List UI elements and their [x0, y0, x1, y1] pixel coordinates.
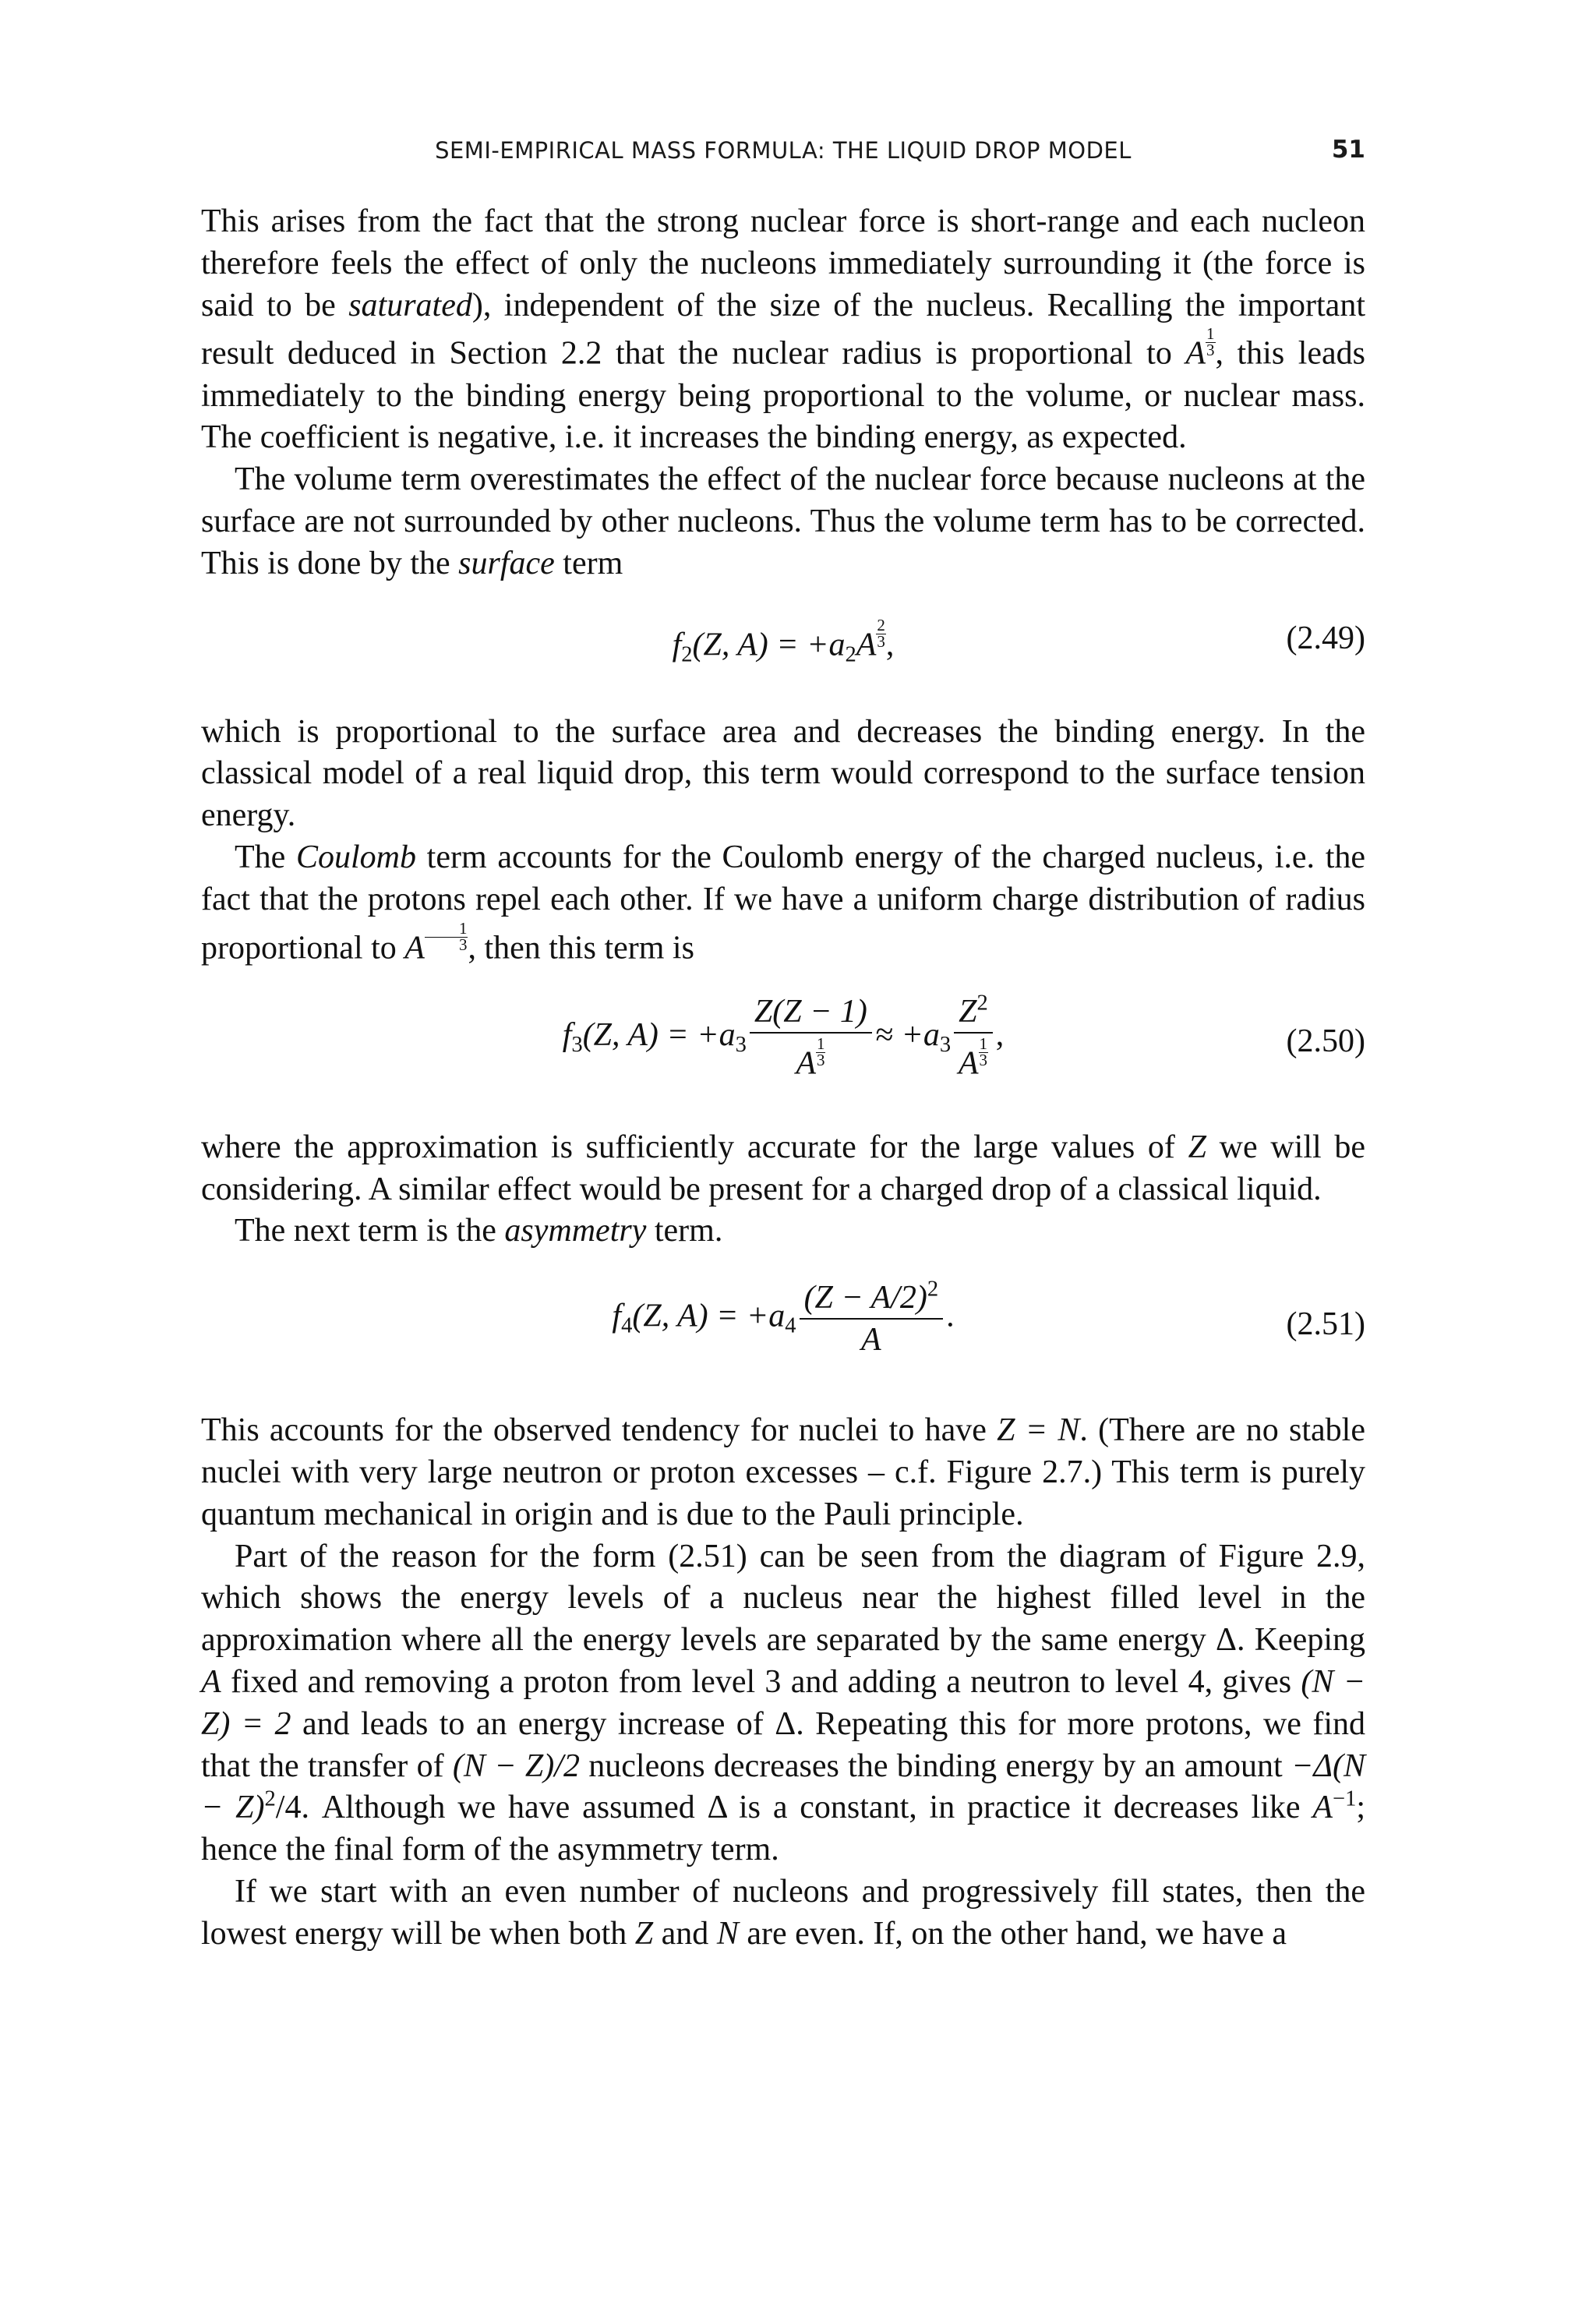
running-header — [201, 137, 1365, 168]
eq-args: (Z, A) = +a — [692, 627, 846, 663]
eq-sub: 2 — [681, 642, 693, 667]
math-var: N — [716, 1915, 739, 1952]
exp-den: 3 — [979, 1050, 987, 1069]
math-expr: (N − Z) = 2 — [201, 1664, 1365, 1742]
text-run: The next term is the — [235, 1213, 505, 1249]
equation-2-50 — [201, 981, 1365, 1097]
math-var: A — [796, 1045, 816, 1082]
fraction-coulomb-approx — [954, 991, 993, 1082]
text-run: are even. If, on the other hand, we have a — [738, 1915, 1287, 1952]
frac-num: Z(Z − 1) — [750, 995, 872, 1034]
eq-sub: 3 — [735, 1032, 747, 1057]
emphasis-surface: surface — [458, 545, 555, 581]
math-var: A — [856, 627, 877, 663]
math-var: Z — [959, 993, 977, 1030]
frac-num — [954, 991, 993, 1034]
eq-fn: f — [672, 627, 682, 663]
math-var: A — [404, 930, 425, 966]
fraction-coulomb-exact — [750, 995, 872, 1081]
equation-number: (2.51) — [1286, 1306, 1365, 1343]
text-run: we will be considering. A similar effect would be present for a charged drop of a classical liquid. — [201, 1129, 1365, 1207]
equation-body — [201, 615, 1365, 667]
frac-num — [800, 1277, 944, 1320]
text-run: and — [653, 1915, 717, 1952]
exp-den: 3 — [458, 935, 468, 954]
frac-den — [750, 1034, 872, 1081]
eq-punct: . — [946, 1298, 955, 1334]
eq-punct: , — [995, 1016, 1005, 1053]
exp-den: 3 — [816, 1050, 825, 1069]
eq-sub: 4 — [785, 1313, 796, 1338]
body-text — [201, 201, 1365, 1956]
equation-2-51 — [201, 1263, 1365, 1380]
exp-num: 1 — [979, 1034, 987, 1053]
fraction-asymmetry — [800, 1277, 944, 1359]
eq-sub: 4 — [621, 1313, 633, 1338]
eq-punct: , — [885, 627, 895, 663]
text-run: term accounts for the Coulomb energy of the charged nucleus, i.e. the fact that the protons repel each other. If we have a uniform charge distribution of radius proportional to — [201, 839, 1366, 966]
text-run: fixed and removing a proton from level 3 and adding a neutron to level 4, gives — [221, 1664, 1301, 1700]
math-expr: −Δ(N − Z) — [201, 1747, 1365, 1826]
text-run: This accounts for the observed tendency for nuclei to have — [201, 1412, 998, 1449]
exp-den: 3 — [1206, 341, 1215, 360]
paragraph-approximation — [201, 1127, 1365, 1211]
text-run: The volume term overestimates the effect of the nuclear force because nucleons at the surface are not surrounded by other nucleons. Thus the volume term has to be corrected. This is done by the — [201, 461, 1365, 581]
exponent-one-third — [1206, 324, 1216, 360]
math-expr: Z = N — [997, 1412, 1080, 1449]
math-var: Z — [634, 1915, 654, 1952]
exp-num: 1 — [816, 1034, 825, 1053]
text-run: term. — [646, 1213, 723, 1249]
text-run: The — [235, 839, 296, 875]
eq-sup: 2 — [927, 1277, 939, 1302]
exp-num: 1 — [425, 921, 468, 938]
text-run: where the approximation is sufficiently accurate for the large values of — [201, 1129, 1188, 1165]
text-run: ; hence the final form of the asymmetry term. — [201, 1790, 1366, 1868]
text-run: . (There are no stable nuclei with very large neutron or proton excesses – c.f. Figure 2.7.) This term is purely quantum mechanical in origin and is due to the Pauli principle. — [201, 1412, 1365, 1532]
math-var: A — [1185, 335, 1206, 372]
text-run: This arises from the fact that the strong nuclear force is short-range and each nucleon therefore feels the effect of only the nucleons immediately surrounding it (the force is said to be — [201, 203, 1365, 323]
equation-body — [201, 991, 1365, 1082]
exp-num: 2 — [877, 615, 885, 634]
eq-sup: 2 — [264, 1786, 276, 1811]
paragraph-energy-levels — [201, 1536, 1365, 1871]
exp-num: 1 — [1206, 324, 1215, 344]
eq-approx: ≈ +a — [874, 1016, 940, 1053]
text-run: Part of the reason for the form (2.51) can be seen from the diagram of Figure 2.9, which shows the energy levels of a nucleus near the highest filled level in the approximation where all the energy levels are separated by the same energy Δ. Keeping — [201, 1538, 1365, 1659]
equation-number: (2.50) — [1286, 1023, 1365, 1059]
eq-sup: 2 — [976, 991, 988, 1016]
eq-fn: f — [612, 1298, 622, 1334]
paragraph-pauli — [201, 1410, 1365, 1535]
text-run: . Although we have assumed Δ is a constant, in practice it decreases like — [301, 1790, 1313, 1826]
emphasis-saturated: saturated — [348, 287, 472, 323]
exponent-two-thirds — [876, 615, 886, 651]
emphasis-coulomb: Coulomb — [295, 839, 416, 875]
math-var: Z — [1188, 1129, 1206, 1165]
paragraph-surface — [201, 459, 1365, 585]
text-run: and leads to an energy increase of Δ. Repeating this for more protons, we find that the transfer of — [201, 1705, 1365, 1784]
eq-args: (Z, A) = +a — [632, 1298, 786, 1334]
frac-den: A — [861, 1322, 881, 1359]
text-run: term — [554, 545, 623, 581]
paragraph-asymmetry-intro — [201, 1210, 1365, 1253]
eq-args: (Z, A) = +a — [582, 1016, 736, 1053]
math-var: A — [201, 1664, 221, 1700]
running-title: SEMI-EMPIRICAL MASS FORMULA: THE LIQUID DROP MODEL — [435, 137, 1132, 164]
equation-body — [201, 1277, 1365, 1359]
equation-number: (2.49) — [1286, 620, 1365, 656]
exponent-one-third — [816, 1034, 826, 1069]
math-expr: (N − Z)/2 — [452, 1747, 580, 1784]
paragraph-saturation — [201, 201, 1365, 459]
math-var: A — [1312, 1790, 1333, 1826]
math-expr: /4 — [275, 1790, 302, 1826]
text-run: ), independent of the size of the nucleus. Recalling the important result deduced in Section 2.2 that the nuclear radius is proportional to — [201, 287, 1365, 372]
paragraph-coulomb — [201, 837, 1365, 970]
math-expr: (Z − A/2) — [803, 1280, 927, 1316]
paragraph-pairing — [201, 1871, 1365, 1956]
exponent-one-third — [979, 1034, 989, 1069]
eq-fn: f — [562, 1016, 572, 1053]
text-run: If we start with an even number of nucleons and progressively fill states, then the lowest energy will be when both — [201, 1873, 1365, 1952]
exp-den: 3 — [877, 631, 885, 651]
eq-sub: 3 — [939, 1032, 952, 1057]
page-number: 51 — [1331, 136, 1365, 164]
frac-den — [954, 1034, 993, 1081]
text-run: nucleons decreases the binding energy by an amount — [579, 1747, 1291, 1784]
equation-2-49 — [201, 596, 1365, 690]
eq-sup: −1 — [1332, 1786, 1357, 1811]
text-run: , then this term is — [468, 930, 694, 966]
eq-sub: 3 — [571, 1032, 583, 1057]
text-run: , this leads immediately to the binding energy being proportional to the volume, or nuclear mass. The coefficient is negative, i.e. it increases the binding energy, as expected. — [201, 335, 1366, 456]
emphasis-asymmetry: asymmetry — [504, 1213, 647, 1249]
paragraph-surface-area: which is proportional to the surface area and decreases the binding energy. In the classical model of a real liquid drop, this term would correspond to the surface tension energy. — [201, 713, 1365, 834]
eq-sub: 2 — [845, 642, 856, 667]
exponent-one-third — [425, 918, 468, 954]
math-var: A — [958, 1045, 979, 1082]
